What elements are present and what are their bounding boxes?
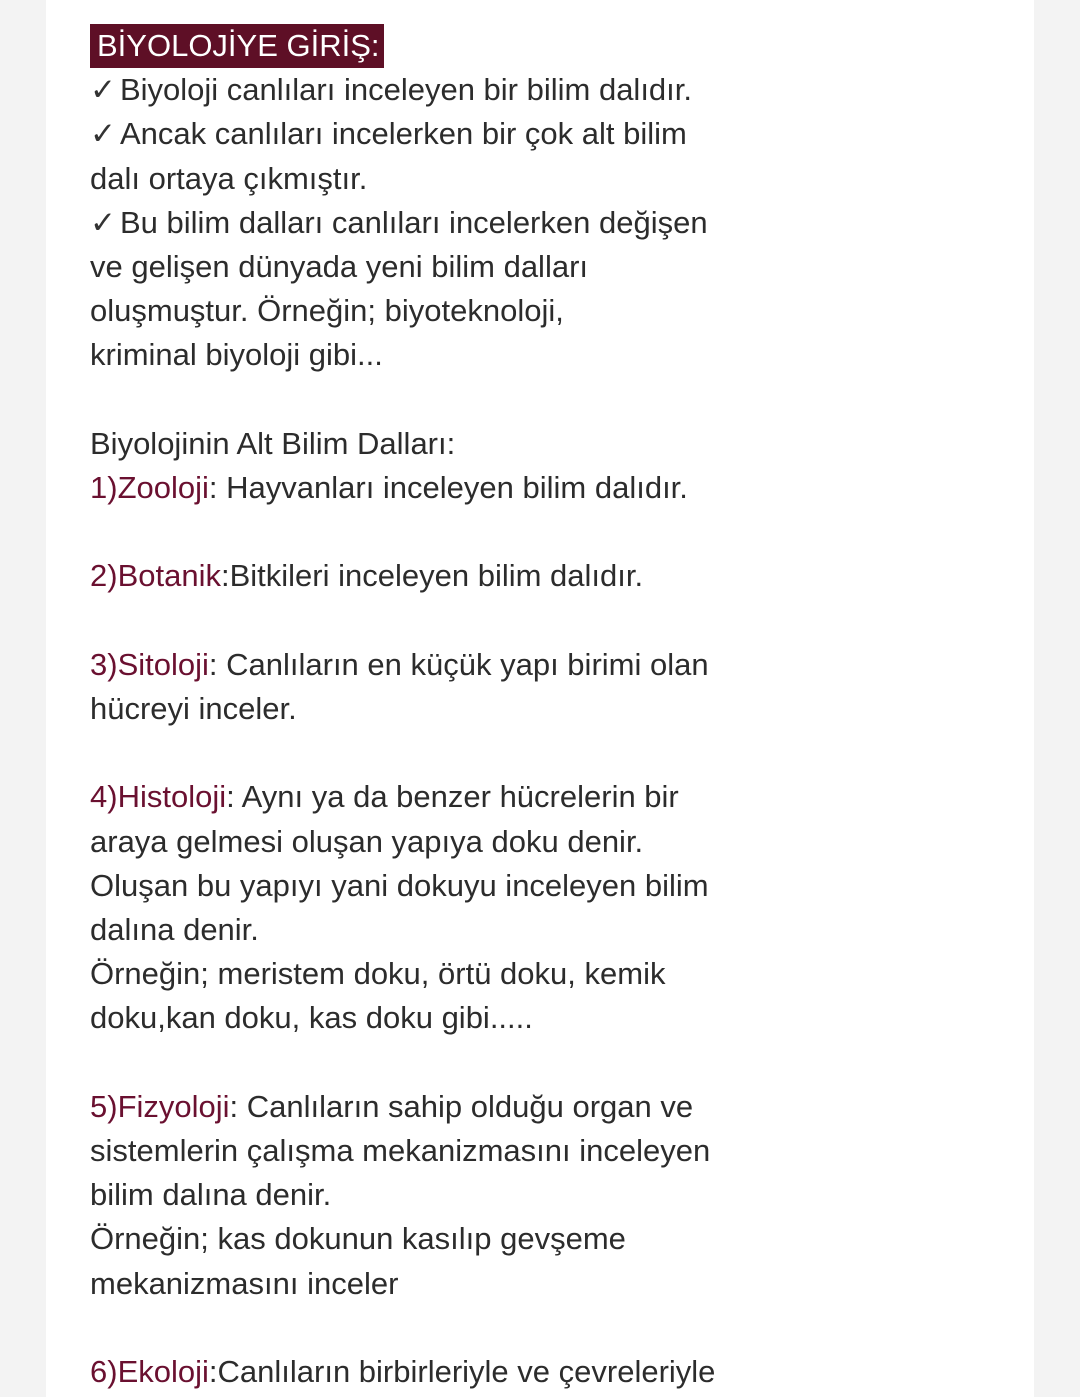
intro-line: kriminal biyoloji gibi...	[90, 337, 383, 373]
branch-term: 4)Histoloji	[90, 779, 227, 815]
branch-item: 2)Botanik:Bitkileri inceleyen bilim dalıdır.	[90, 558, 644, 594]
spacer	[90, 378, 810, 422]
branch-line: Örneğin; meristem doku, örtü doku, kemik	[90, 956, 666, 992]
intro-line: ✓ Ancak canlıları incelerken bir çok alt bilim	[90, 116, 687, 152]
checkmark-icon: ✓	[90, 72, 116, 108]
branch-line: Örneğin; kas dokunun kasılıp gevşeme	[90, 1221, 626, 1257]
branch-item: 4)Histoloji: Aynı ya da benzer hücrelerin bir	[90, 779, 679, 815]
document-content	[90, 24, 810, 1394]
intro-line: ve gelişen dünyada yeni bilim dalları	[90, 249, 589, 285]
branch-line: araya gelmesi oluşan yapıya doku denir.	[90, 823, 644, 859]
intro-line: dalı ortaya çıkmıştır.	[90, 160, 368, 196]
branch-line: Oluşan bu yapıyı yani dokuyu inceleyen bilim	[90, 867, 709, 903]
intro-line: ✓ Bu bilim dalları canlıları incelerken değişen	[90, 204, 708, 240]
checkmark-icon: ✓	[90, 204, 116, 240]
branch-line: bilim dalına denir.	[90, 1177, 332, 1213]
spacer	[90, 1041, 810, 1085]
branch-term: 3)Sitoloji	[90, 646, 209, 682]
branch-item: 6)Ekoloji:Canlıların birbirleriyle ve çevreleriyle	[90, 1354, 716, 1389]
section-heading: Biyolojinin Alt Bilim Dalları:	[90, 425, 456, 461]
branch-line: hücreyi inceler.	[90, 691, 297, 726]
spacer	[90, 510, 810, 554]
branch-term: 1)Zooloji	[90, 470, 209, 506]
branch-item: 1)Zooloji: Hayvanları inceleyen bilim dalıdır.	[90, 470, 688, 506]
branch-line: mekanizmasını inceler	[90, 1265, 399, 1301]
branch-item: 5)Fizyoloji: Canlıların sahip olduğu organ ve	[90, 1088, 694, 1124]
branch-item: 3)Sitoloji: Canlıların en küçük yapı birimi olan	[90, 646, 709, 682]
page-title: BİYOLOJİYE GİRİŞ:	[90, 24, 384, 68]
branch-term: 6)Ekoloji	[90, 1354, 209, 1389]
branch-line: sistemlerin çalışma mekanizmasını inceleyen	[90, 1133, 711, 1168]
branch-line: doku,kan doku, kas doku gibi.....	[90, 1000, 533, 1036]
spacer	[90, 599, 810, 643]
intro-line: oluşmuştur. Örneğin; biyoteknoloji,	[90, 293, 564, 329]
intro-line: ✓ Biyoloji canlıları inceleyen bir bilim dalıdır.	[90, 72, 693, 108]
checkmark-icon: ✓	[90, 116, 116, 152]
branch-term: 5)Fizyoloji	[90, 1088, 230, 1124]
branch-term: 2)Botanik	[90, 558, 221, 594]
branch-line: dalına denir.	[90, 912, 259, 947]
spacer	[90, 731, 810, 775]
spacer	[90, 1306, 810, 1350]
